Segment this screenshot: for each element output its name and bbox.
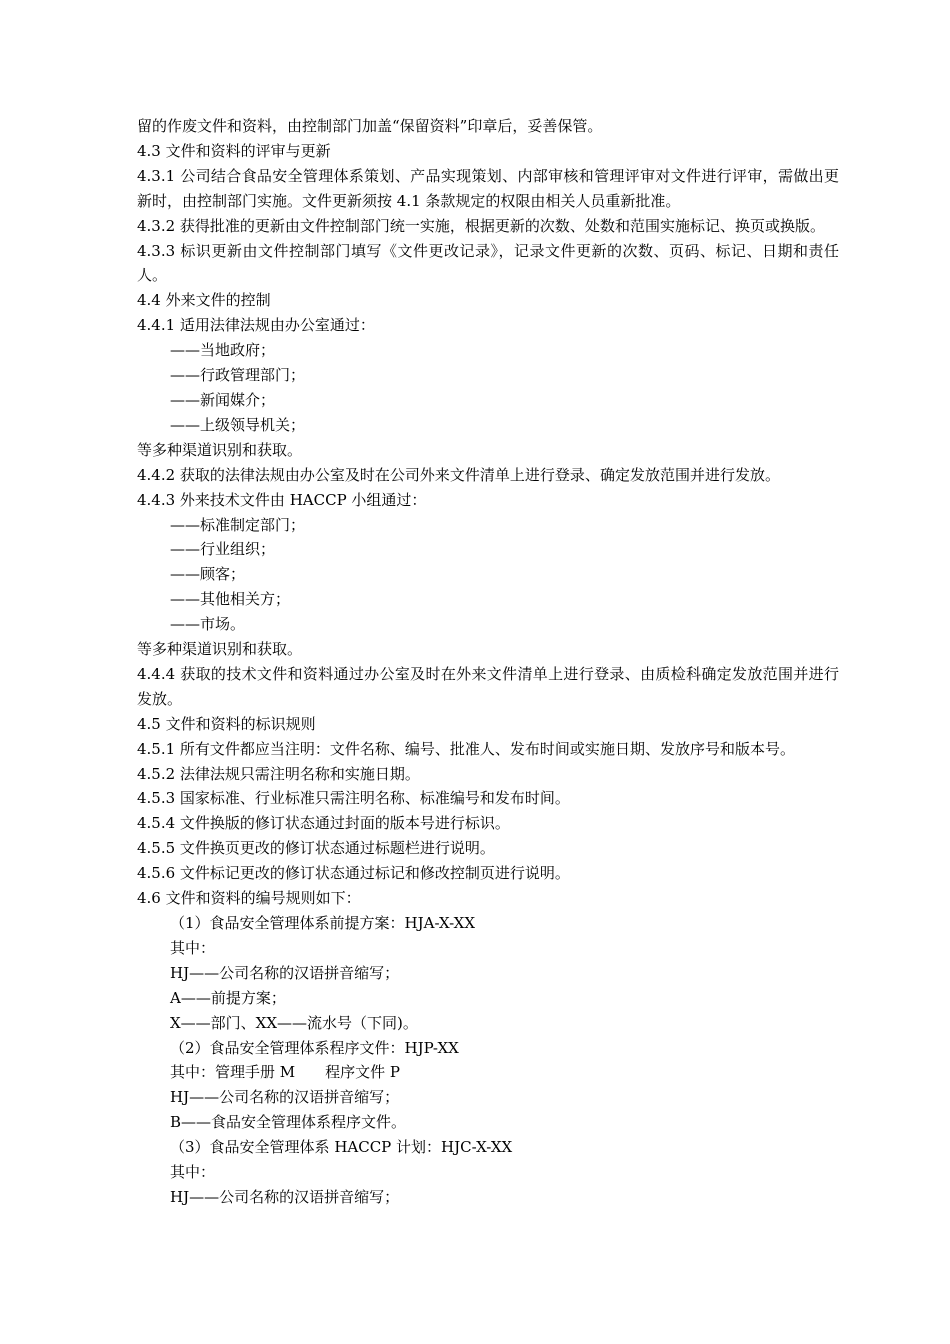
paragraph: 4.5.4 文件换版的修订状态通过封面的版本号进行标识。 xyxy=(137,814,510,833)
paragraph: 留的作废文件和资料，由控制部门加盖“保留资料”印章后，妥善保管。 xyxy=(137,117,603,135)
paragraph: 4.4.4 获取的技术文件和资料通过办公室及时在外来文件清单上进行登录、由质检科确定发放范围并进行发放。 xyxy=(137,664,839,708)
list-item: 其中：管理手册 M 程序文件 P xyxy=(170,1063,400,1082)
list-item: ——行政管理部门； xyxy=(170,366,306,385)
paragraph: 4.4.1 适用法律法规由办公室通过： xyxy=(137,316,375,335)
list-item: ——市场。 xyxy=(170,615,246,634)
list-item: ——新闻媒介； xyxy=(170,390,276,409)
paragraph: 4.5.1 所有文件都应当注明：文件名称、编号、批准人、发布时间或实施日期、发放序号和版本号。 xyxy=(137,739,795,758)
paragraph: 4.5.5 文件换页更改的修订状态通过标题栏进行说明。 xyxy=(137,839,495,858)
list-item: ——其他相关方； xyxy=(170,590,291,609)
list-item: 其中： xyxy=(170,938,216,957)
paragraph: 等多种渠道识别和获取。 xyxy=(137,440,303,459)
list-item: A——前提方案； xyxy=(170,988,286,1007)
list-item: X——部门、XX——流水号（下同)。 xyxy=(170,1013,418,1032)
list-item: B——食品安全管理体系程序文件。 xyxy=(170,1113,407,1132)
paragraph: 4.4.2 获取的法律法规由办公室及时在公司外来文件清单上进行登录、确定发放范围并进行发放。 xyxy=(137,465,780,484)
list-item: （3）食品安全管理体系 HACCP 计划：HJC-X-XX xyxy=(170,1138,513,1157)
paragraph: 4.3.2 获得批准的更新由文件控制部门统一实施，根据更新的次数、处数和范围实施标记、换页或换版。 xyxy=(137,216,825,235)
paragraph: 4.3.1 公司结合食品安全管理体系策划、产品实现策划、内部审核和管理评审对文件进行评审，需做出更新时，由控制部门实施。文件更新须按 4.1 条款规定的权限由相关人员重新批准。 xyxy=(137,166,839,210)
paragraph: 4.4 外来文件的控制 xyxy=(137,291,271,310)
paragraph: 4.6 文件和资料的编号规则如下： xyxy=(137,889,361,908)
document-body xyxy=(137,114,839,1210)
list-item: （2）食品安全管理体系程序文件：HJP-XX xyxy=(170,1038,459,1057)
list-item: （1）食品安全管理体系前提方案：HJA-X-XX xyxy=(170,914,476,932)
paragraph: 4.5.3 国家标准、行业标准只需注明名称、标准编号和发布时间。 xyxy=(137,789,570,808)
list-item: HJ——公司名称的汉语拼音缩写； xyxy=(170,1187,400,1206)
list-item: HJ——公司名称的汉语拼音缩写； xyxy=(170,963,400,982)
list-item: ——当地政府； xyxy=(170,341,276,360)
paragraph: 4.5 文件和资料的标识规则 xyxy=(137,714,316,733)
paragraph: 4.5.2 法律法规只需注明名称和实施日期。 xyxy=(137,764,420,783)
paragraph: 4.3 文件和资料的评审与更新 xyxy=(137,141,331,160)
paragraph: 4.4.3 外来技术文件由 HACCP 小组通过： xyxy=(137,490,427,509)
paragraph: 4.5.6 文件标记更改的修订状态通过标记和修改控制页进行说明。 xyxy=(137,864,570,883)
paragraph: 等多种渠道识别和获取。 xyxy=(137,640,303,659)
list-item: ——上级领导机关； xyxy=(170,415,306,434)
list-item: ——标准制定部门； xyxy=(170,515,306,534)
list-item: ——行业组织； xyxy=(170,540,276,559)
list-item: ——顾客； xyxy=(170,565,246,584)
list-item: HJ——公司名称的汉语拼音缩写； xyxy=(170,1088,400,1107)
paragraph: 4.3.3 标识更新由文件控制部门填写《文件更改记录》，记录文件更新的次数、页码、标记、日期和责任人。 xyxy=(137,241,839,285)
list-item: 其中： xyxy=(170,1163,216,1182)
